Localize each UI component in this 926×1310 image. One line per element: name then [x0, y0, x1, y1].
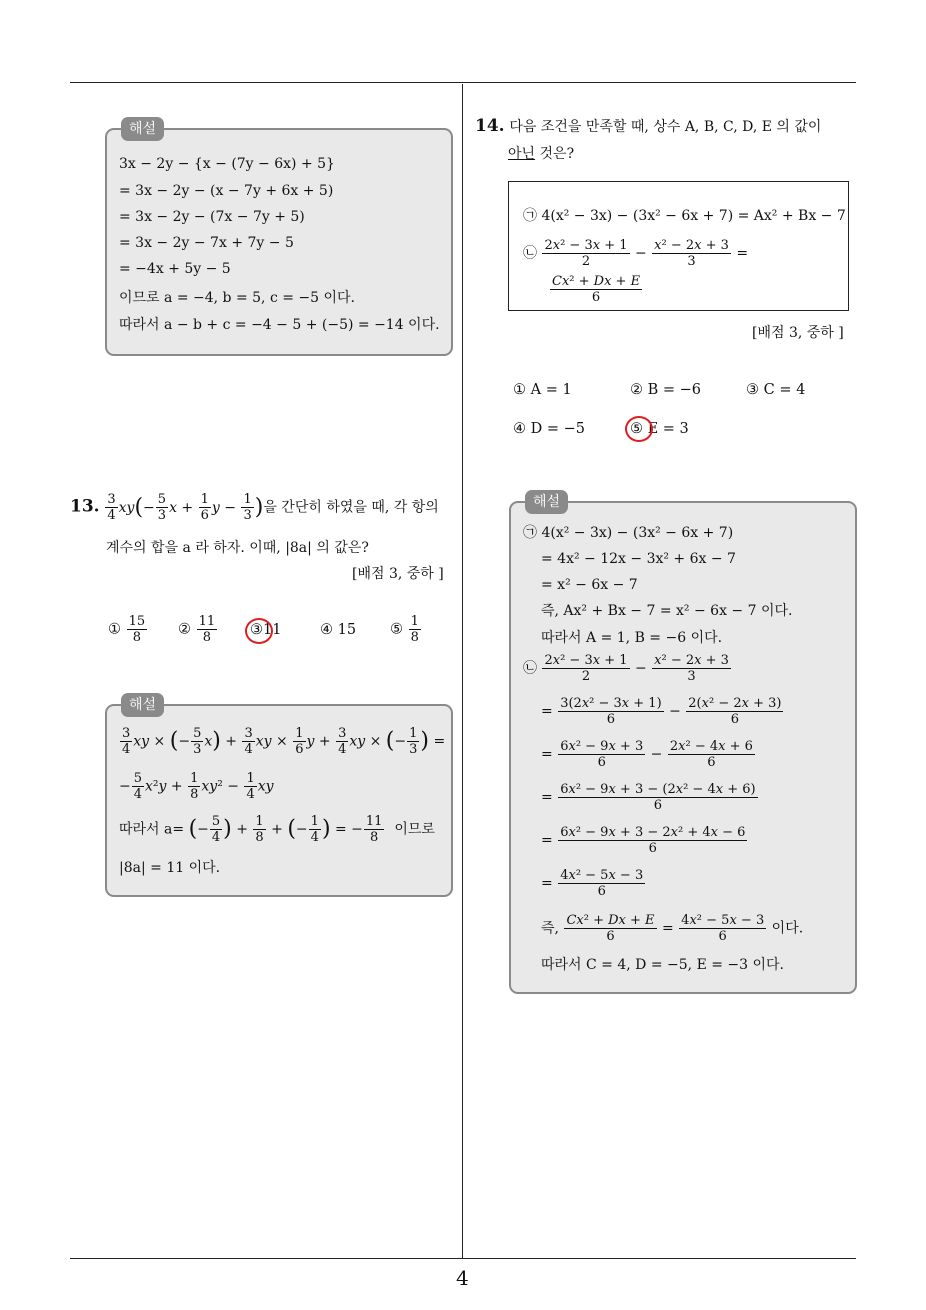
q13-choice-5[interactable]: ⑤ $\frac{1}{8}$ [390, 614, 419, 645]
q14-sol-frac-3: = $\frac{\text{6x² − 9x + 3}}{6}$ − $\frac{\text{2x² − 4x + 6}}{6}$ [541, 739, 753, 770]
q12-solution-box [105, 121, 453, 356]
solution-line: 3x − 2y − {x − (7y − 6x) + 5} [119, 156, 335, 172]
q13-text-line2: 계수의 합을 a 라 하자. 이때, |8a| 의 값은? [106, 540, 369, 556]
q13-answer-circle [245, 618, 273, 644]
q14-condition-2b: $\frac{\text{Cx² + Dx + E}}{6}$ [552, 274, 641, 305]
q14-sol-frac-6: = $\frac{\text{4x² − 5x − 3}}{6}$ [541, 868, 644, 899]
q14-condition-2: ㉡ $\frac{\text{2x² − 3x + 1}}{2}$ − $\frac{\text{x² − 2x + 3}}{3}$ = [523, 238, 749, 269]
q14-answer-circle [625, 416, 653, 442]
top-rule [70, 82, 856, 83]
q13-question [70, 492, 455, 523]
q14-condition-box [508, 181, 849, 311]
q14-score: [배점 3, 중하 ] [752, 325, 844, 341]
q14-sol-line: ㉠ 4(x² − 3x) − (3x² − 6x + 7) [523, 525, 734, 541]
solution-tag: 해설 [525, 490, 568, 514]
solution-line: 이므로 a = −4, b = 5, c = −5 이다. [119, 290, 355, 306]
q13-text-tail: 을 간단히 하였을 때, 각 항의 [263, 499, 439, 516]
q14-choice-2[interactable]: ② B = −6 [630, 382, 702, 398]
solution-line: 따라서 a − b + c = −4 − 5 + (−5) = −14 이다. [119, 317, 440, 333]
page-number: 4 [456, 1266, 469, 1290]
q14-sol-line: = 4x² − 12x − 3x² + 6x − 7 [541, 551, 736, 567]
q14-choice-1[interactable]: ① A = 1 [513, 382, 572, 398]
q14-solution-box [509, 494, 857, 994]
q13-sol-line2: − $\frac{5}{4}$ x²y + $\frac{1}{8}$ xy² − $\frac{1}{4}$ xy [119, 771, 274, 802]
q13-sol-line3: 따라서 a= (− $\frac{5}{4}$ ) + $\frac{1}{8}$ + (− $\frac{1}{4}$ ) = − $\frac{11}{8}$ 이므로 [119, 814, 435, 845]
q13-sol-line4: |8a| = 11 이다. [119, 860, 221, 876]
bottom-rule [70, 1258, 856, 1259]
q14-text-line1: 다음 조건을 만족할 때, 상수 A, B, C, D, E 의 값이 [509, 119, 822, 135]
q14-question [475, 115, 865, 138]
q13-choice-4[interactable]: ④ 15 [320, 622, 357, 638]
q14-text-line2: 아닌 것은? [508, 146, 575, 162]
q14-condition-1: ㉠ 4(x² − 3x) − (3x² − 6x + 7) = Ax² + Bx − 7 [523, 208, 846, 224]
solution-tag: 해설 [121, 117, 164, 141]
q14-sol-line: 따라서 C = 4, D = −5, E = −3 이다. [541, 957, 785, 973]
q14-sol-frac-1: ㉡ $\frac{\text{2x² − 3x + 1}}{2}$ − $\frac{\text{x² − 2x + 3}}{3}$ [523, 653, 729, 684]
q14-sol-frac-5: = $\frac{\text{6x² − 9x + 3 − 2x² + 4x − 6}}{6}$ [541, 825, 746, 856]
q14-sol-line: 따라서 A = 1, B = −6 이다. [541, 630, 723, 646]
solution-line: = −4x + 5y − 5 [119, 261, 231, 277]
q13-choice-1[interactable]: ① $\frac{15}{8}$ [108, 614, 146, 645]
q14-choice-3[interactable]: ③ C = 4 [746, 382, 806, 398]
q13-expression: $\frac{3}{4}$ xy(− $\frac{5}{3}$ x + $\frac{1}{6}$ y − $\frac{1}{3}$ ) [107, 492, 264, 523]
q13-sol-line1: $\frac{3}{4}$ xy × (− $\frac{5}{3}$ x) + $\frac{3}{4}$ xy × $\frac{1}{6}$ y + $\frac{3}{4}$ xy × (− $\frac{1}{3}$ ) = [122, 726, 446, 757]
q14-sol-frac-2: = $\frac{\text{3(2x² − 3x + 1)}}{6}$ − $\frac{\text{2(x² − 2x + 3)}}{6}$ [541, 696, 782, 727]
q14-sol-line: 즉, Ax² + Bx − 7 = x² − 6x − 7 이다. [541, 603, 793, 619]
q14-sol-frac-4: = $\frac{\text{6x² − 9x + 3 − (2x² − 4x + 6)}}{6}$ [541, 782, 756, 813]
q13-choice-3-value: 11 [263, 622, 282, 638]
q14-choice-4[interactable]: ④ D = −5 [513, 421, 585, 437]
solution-line: = 3x − 2y − 7x + 7y − 5 [119, 235, 294, 251]
q13-choice-3[interactable]: ③11 [250, 622, 282, 638]
solution-line: = 3x − 2y − (7x − 7y + 5) [119, 209, 305, 225]
q13-number: 13. [70, 496, 100, 517]
q14-choice-5[interactable]: ⑤ E = 3 [630, 421, 689, 437]
q14-sol-line: = x² − 6x − 7 [541, 577, 638, 593]
solution-line: = 3x − 2y − (x − 7y + 6x + 5) [119, 183, 334, 199]
q14-number: 14. [475, 116, 505, 136]
q13-choice-2[interactable]: ② $\frac{11}{8}$ [178, 614, 216, 645]
q13-score: [배점 3, 중하 ] [352, 566, 444, 582]
q13-solution-box [105, 697, 453, 897]
q14-sol-frac-7: 즉, $\frac{\text{Cx² + Dx + E}}{6}$ = $\frac{\text{4x² − 5x − 3}}{6}$ 이다. [541, 913, 804, 944]
solution-tag: 해설 [121, 693, 164, 717]
column-divider [462, 84, 463, 1258]
